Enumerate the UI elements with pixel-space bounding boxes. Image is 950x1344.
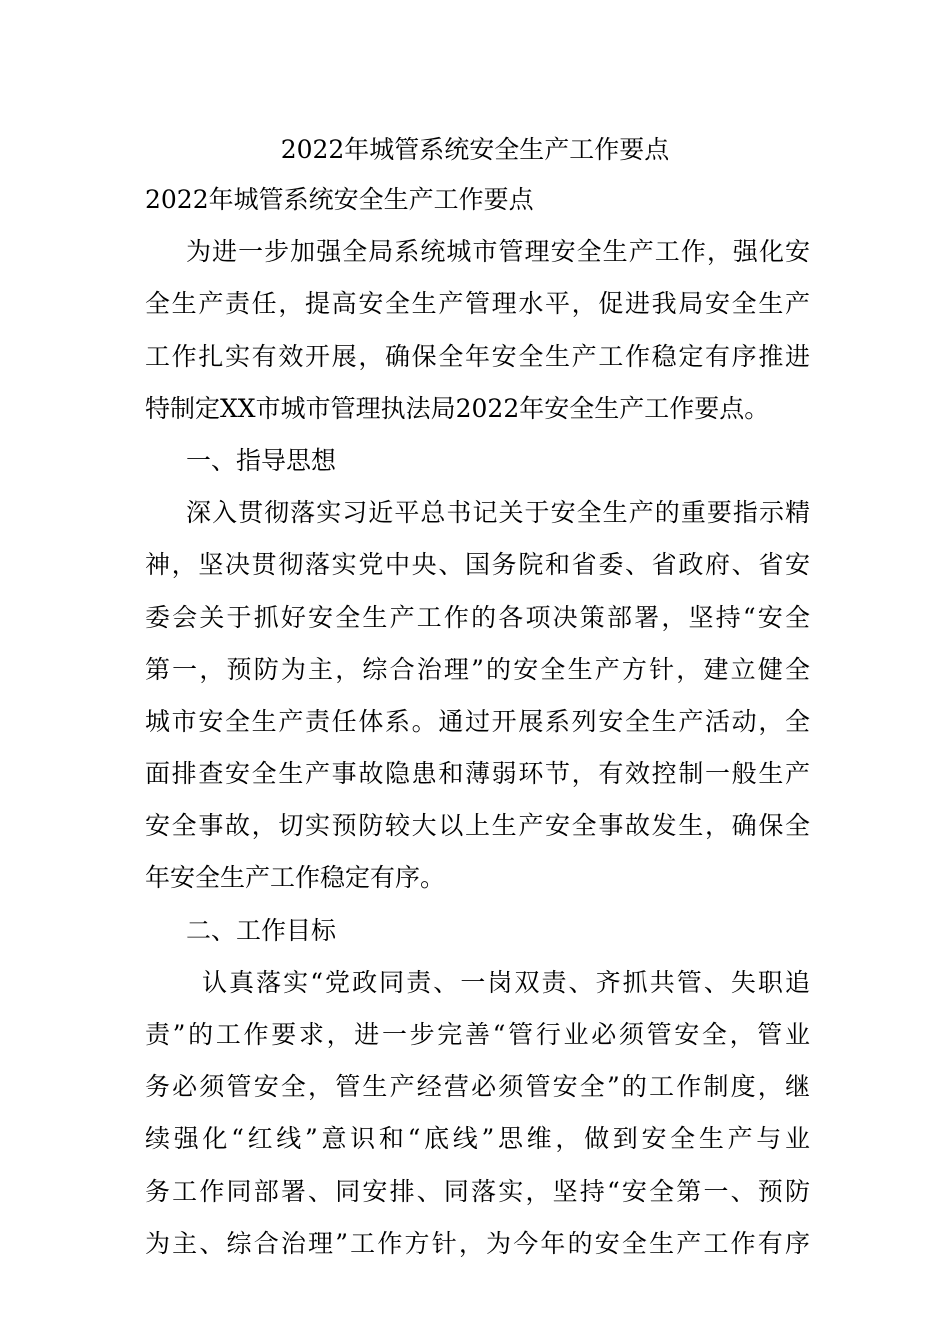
paragraph-line: 为进一步加强全局系统城市管理安全生产工作，强化安 [186, 237, 810, 267]
paragraph-line: 认真落实“党政同责、一岗双责、齐抓共管、失职追 [202, 967, 810, 997]
paragraph-line: 特制定XX市城市管理执法局2022年安全生产工作要点。 [145, 393, 770, 423]
paragraph-line: 城市安全生产责任体系。通过开展系列安全生产活动，全 [145, 706, 810, 736]
subtitle-line: 2022年城管系统安全生产工作要点 [145, 185, 534, 214]
document-body [145, 183, 810, 1279]
paragraph-line: 安全事故，切实预防较大以上生产安全事故发生，确保全 [145, 811, 810, 841]
paragraph-line: 面排查安全生产事故隐患和薄弱环节，有效控制一般生产 [145, 759, 810, 789]
paragraph-line: 全生产责任，提高安全生产管理水平，促进我局安全生产 [145, 289, 810, 319]
paragraph-line: 务必须管安全，管生产经营必须管安全”的工作制度，继 [145, 1072, 810, 1102]
paragraph-line: 委会关于抓好安全生产工作的各项决策部署，坚持“安全 [145, 602, 810, 632]
paragraph-line: 责”的工作要求，进一步完善“管行业必须管安全，管业 [145, 1020, 810, 1049]
paragraph-line: 神，坚决贯彻落实党中央、国务院和省委、省政府、省安 [145, 550, 810, 580]
paragraph-line: 工作扎实有效开展，确保全年安全生产工作稳定有序推进 [145, 341, 810, 371]
paragraph-line: 第一，预防为主，综合治理”的安全生产方针，建立健全 [145, 654, 810, 684]
section-heading: 一、指导思想 [186, 445, 337, 475]
paragraph-line: 续强化“红线”意识和“底线”思维，做到安全生产与业 [145, 1124, 810, 1154]
paragraph-line: 务工作同部署、同安排、同落实，坚持“安全第一、预防 [145, 1176, 810, 1206]
document-title: 2022年城管系统安全生产工作要点 [280, 135, 670, 164]
paragraph-line: 深入贯彻落实习近平总书记关于安全生产的重要指示精 [186, 498, 810, 528]
paragraph-line: 年安全生产工作稳定有序。 [145, 863, 446, 893]
paragraph-line: 为主、综合治理”工作方针，为今年的安全生产工作有序 [145, 1228, 810, 1258]
section-heading: 二、工作目标 [186, 915, 337, 945]
